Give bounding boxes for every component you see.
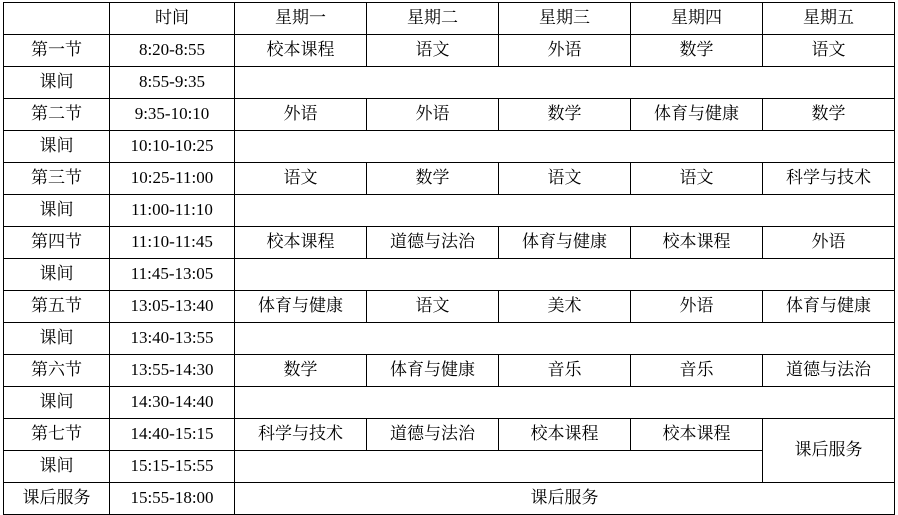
period-time: 13:55-14:30 [110, 355, 235, 387]
class-schedule-table [3, 2, 895, 515]
table-row [4, 67, 895, 99]
table-header-row [4, 3, 895, 35]
period-time: 9:35-10:10 [110, 99, 235, 131]
header-tuesday: 星期二 [367, 3, 499, 35]
course-cell: 音乐 [499, 355, 631, 387]
course-cell: 数学 [367, 163, 499, 195]
table-row [4, 419, 895, 451]
course-cell: 美术 [499, 291, 631, 323]
period-time: 13:05-13:40 [110, 291, 235, 323]
period-label: 课后服务 [4, 483, 110, 515]
course-cell: 数学 [763, 99, 895, 131]
period-label: 第一节 [4, 35, 110, 67]
course-cell: 道德与法治 [367, 227, 499, 259]
course-cell: 数学 [235, 355, 367, 387]
header-monday: 星期一 [235, 3, 367, 35]
table-row [4, 483, 895, 515]
course-cell: 体育与健康 [763, 291, 895, 323]
course-cell: 语文 [763, 35, 895, 67]
header-friday: 星期五 [763, 3, 895, 35]
period-label: 课间 [4, 259, 110, 291]
period-time: 8:55-9:35 [110, 67, 235, 99]
course-cell: 语文 [235, 163, 367, 195]
course-cell: 音乐 [631, 355, 763, 387]
course-cell: 科学与技术 [235, 419, 367, 451]
course-cell: 道德与法治 [367, 419, 499, 451]
break-empty-cell [235, 323, 895, 355]
break-empty-cell [235, 451, 763, 483]
course-cell: 语文 [367, 35, 499, 67]
period-label: 第七节 [4, 419, 110, 451]
period-time: 8:20-8:55 [110, 35, 235, 67]
break-empty-cell [235, 67, 895, 99]
table-row [4, 387, 895, 419]
table-row [4, 355, 895, 387]
period-label: 第三节 [4, 163, 110, 195]
course-cell: 校本课程 [631, 227, 763, 259]
header-wednesday: 星期三 [499, 3, 631, 35]
break-empty-cell [235, 259, 895, 291]
course-cell: 校本课程 [499, 419, 631, 451]
course-cell: 外语 [499, 35, 631, 67]
course-cell: 校本课程 [235, 35, 367, 67]
period-label: 课间 [4, 67, 110, 99]
period-time: 14:30-14:40 [110, 387, 235, 419]
table-row [4, 35, 895, 67]
period-time: 11:45-13:05 [110, 259, 235, 291]
period-time: 13:40-13:55 [110, 323, 235, 355]
course-cell: 外语 [631, 291, 763, 323]
table-row [4, 195, 895, 227]
course-cell: 数学 [631, 35, 763, 67]
header-time: 时间 [110, 3, 235, 35]
course-cell: 校本课程 [631, 419, 763, 451]
course-cell: 体育与健康 [235, 291, 367, 323]
header-corner [4, 3, 110, 35]
break-empty-cell [235, 387, 895, 419]
period-time: 11:10-11:45 [110, 227, 235, 259]
course-cell: 体育与健康 [367, 355, 499, 387]
table-row [4, 451, 895, 483]
course-cell: 外语 [763, 227, 895, 259]
period-time: 10:25-11:00 [110, 163, 235, 195]
after-school-friday-cell: 课后服务 [763, 419, 895, 483]
course-cell: 科学与技术 [763, 163, 895, 195]
break-empty-cell [235, 195, 895, 227]
course-cell: 语文 [499, 163, 631, 195]
period-time: 10:10-10:25 [110, 131, 235, 163]
course-cell: 语文 [367, 291, 499, 323]
period-label: 第六节 [4, 355, 110, 387]
period-time: 11:00-11:10 [110, 195, 235, 227]
table-row [4, 99, 895, 131]
table-row [4, 163, 895, 195]
period-time: 14:40-15:15 [110, 419, 235, 451]
course-cell: 道德与法治 [763, 355, 895, 387]
period-time: 15:15-15:55 [110, 451, 235, 483]
table-row [4, 227, 895, 259]
course-cell: 体育与健康 [499, 227, 631, 259]
course-cell: 体育与健康 [631, 99, 763, 131]
period-label: 第四节 [4, 227, 110, 259]
table-row [4, 291, 895, 323]
period-label: 课间 [4, 195, 110, 227]
period-label: 第五节 [4, 291, 110, 323]
table-row [4, 131, 895, 163]
header-thursday: 星期四 [631, 3, 763, 35]
after-school-span-cell: 课后服务 [235, 483, 895, 515]
course-cell: 外语 [235, 99, 367, 131]
course-cell: 校本课程 [235, 227, 367, 259]
period-label: 课间 [4, 387, 110, 419]
table-row [4, 259, 895, 291]
course-cell: 语文 [631, 163, 763, 195]
table-row [4, 323, 895, 355]
period-label: 课间 [4, 131, 110, 163]
period-label: 课间 [4, 451, 110, 483]
break-empty-cell [235, 131, 895, 163]
period-label: 课间 [4, 323, 110, 355]
course-cell: 数学 [499, 99, 631, 131]
period-label: 第二节 [4, 99, 110, 131]
course-cell: 外语 [367, 99, 499, 131]
period-time: 15:55-18:00 [110, 483, 235, 515]
